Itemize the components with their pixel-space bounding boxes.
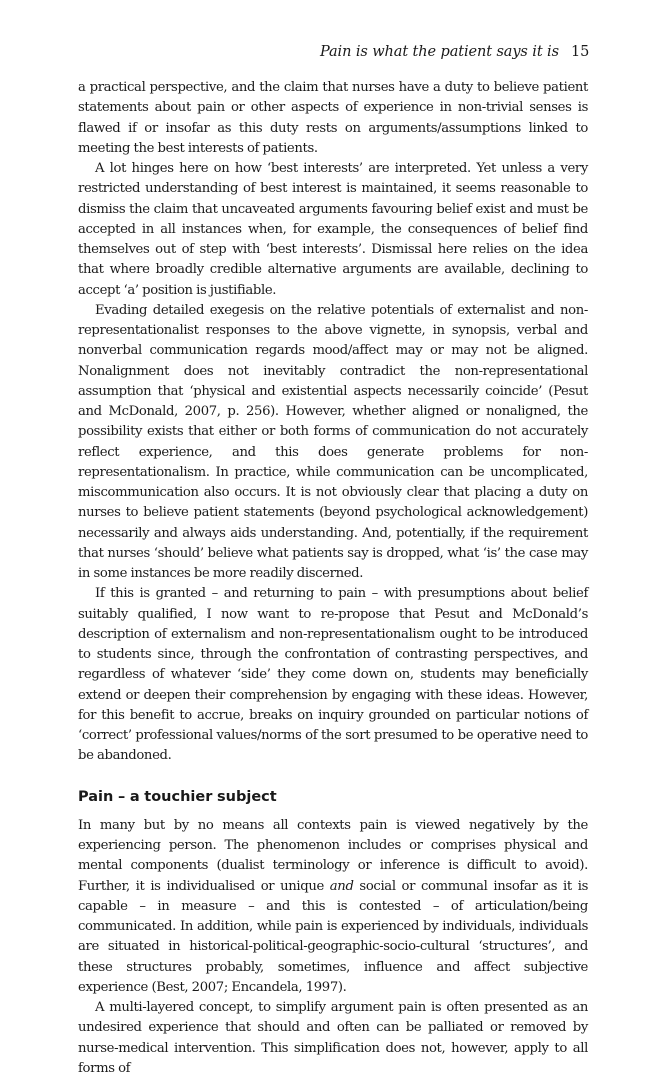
- running-title: Pain is what the patient says it is: [320, 44, 559, 60]
- section-heading: Pain – a touchier subject: [78, 788, 277, 805]
- paragraph-continuation: a practical perspective, and the claim that nurses have a duty to believe patient statements about pain or other aspects of experience in non-trivial senses is flawed if or insofar as this duty rests on arguments/assumptions linked to meeting the best interests of patients.: [78, 80, 588, 156]
- running-header: [320, 44, 590, 60]
- paragraph-exegesis: Evading detailed exegesis on the relative potentials of externalist and non-representationalist responses to the above vignette, in synopsis, verbal and nonverbal communication regards mood/affect may or may not be aligned. Nonalignment does not inevitably contradict the non-representational assumption that ‘physical and existential aspects necessarily coincide’ (Pesut and McDonald, 2007, p. 256). However, whether aligned or nonaligned, the possibility exists that either or both forms of communication do not accurately reflect experience, and this does generate problems for non-representationalism. In practice, while communication can be uncomplicated, miscommunication also occurs. It is not obviously clear that placing a duty on nurses to believe patient statements (beyond psychological acknowledgement) necessarily and always aids understanding. And, potentially, if the requirement that nurses ‘should’ believe what patients say is dropped, what ‘is’ the case may in some instances be more readily discerned.: [78, 302, 588, 581]
- text-run: social or communal insofar as it is capable – in measure – and this is contested – of articulation/being communicated. In addition, while pain is experienced by individuals, individuals are situated in historical-political-geographic-socio-cultural ‘structures’, and these structures probably, sometimes, influence and affect subjective experience (Best, 2007; Encandela, 1997).: [78, 878, 589, 995]
- paragraph-best-interests: A lot hinges here on how ‘best interests’ are interpreted. Yet unless a very restricted understanding of best interest is maintained, it seems reasonable to dismiss the claim that uncaveated arguments favouring belief exist and must be accepted in all instances when, for example, the consequences of belief find themselves out of step with ‘best interests’. Dismissal here relies on the idea that where broadly credible alternative arguments are available, declining to accept ‘a’ position is justifiable.: [78, 161, 588, 298]
- body-text: [78, 78, 588, 1079]
- text-run: In many but by no means all contexts pain is viewed negatively by the experiencing person. The phenomenon includes or comprises physical and mental components (dualist terminology or inference is difficult to avoid). Further, it is individualised or unique: [78, 817, 588, 894]
- emphasis-text: and: [329, 878, 354, 894]
- paragraph-re-propose: If this is granted – and returning to pain – with presumptions about belief suitably qualified, I now want to re-propose that Pesut and McDonald’s description of externalism and non-representationalism ought to be introduced to students since, through the confrontation of contrasting perspectives, and regardless of whatever ‘side’ they come down on, students may beneficially extend or deepen their comprehension by engaging with these ideas. However, for this benefit to accrue, breaks on inquiry grounded on particular notions of ‘correct’ professional values/norms of the sort presumed to be operative need to be abandoned.: [78, 586, 588, 764]
- page-number: 15: [570, 44, 590, 60]
- paragraph-multi-layered: A multi-layered concept, to simplify argument pain is often presented as an undesired experience that should and often can be palliated or removed by nurse-medical intervention. This simplification does not, however, apply to all forms of: [78, 1000, 588, 1076]
- paragraph-pain-viewed: [78, 816, 588, 998]
